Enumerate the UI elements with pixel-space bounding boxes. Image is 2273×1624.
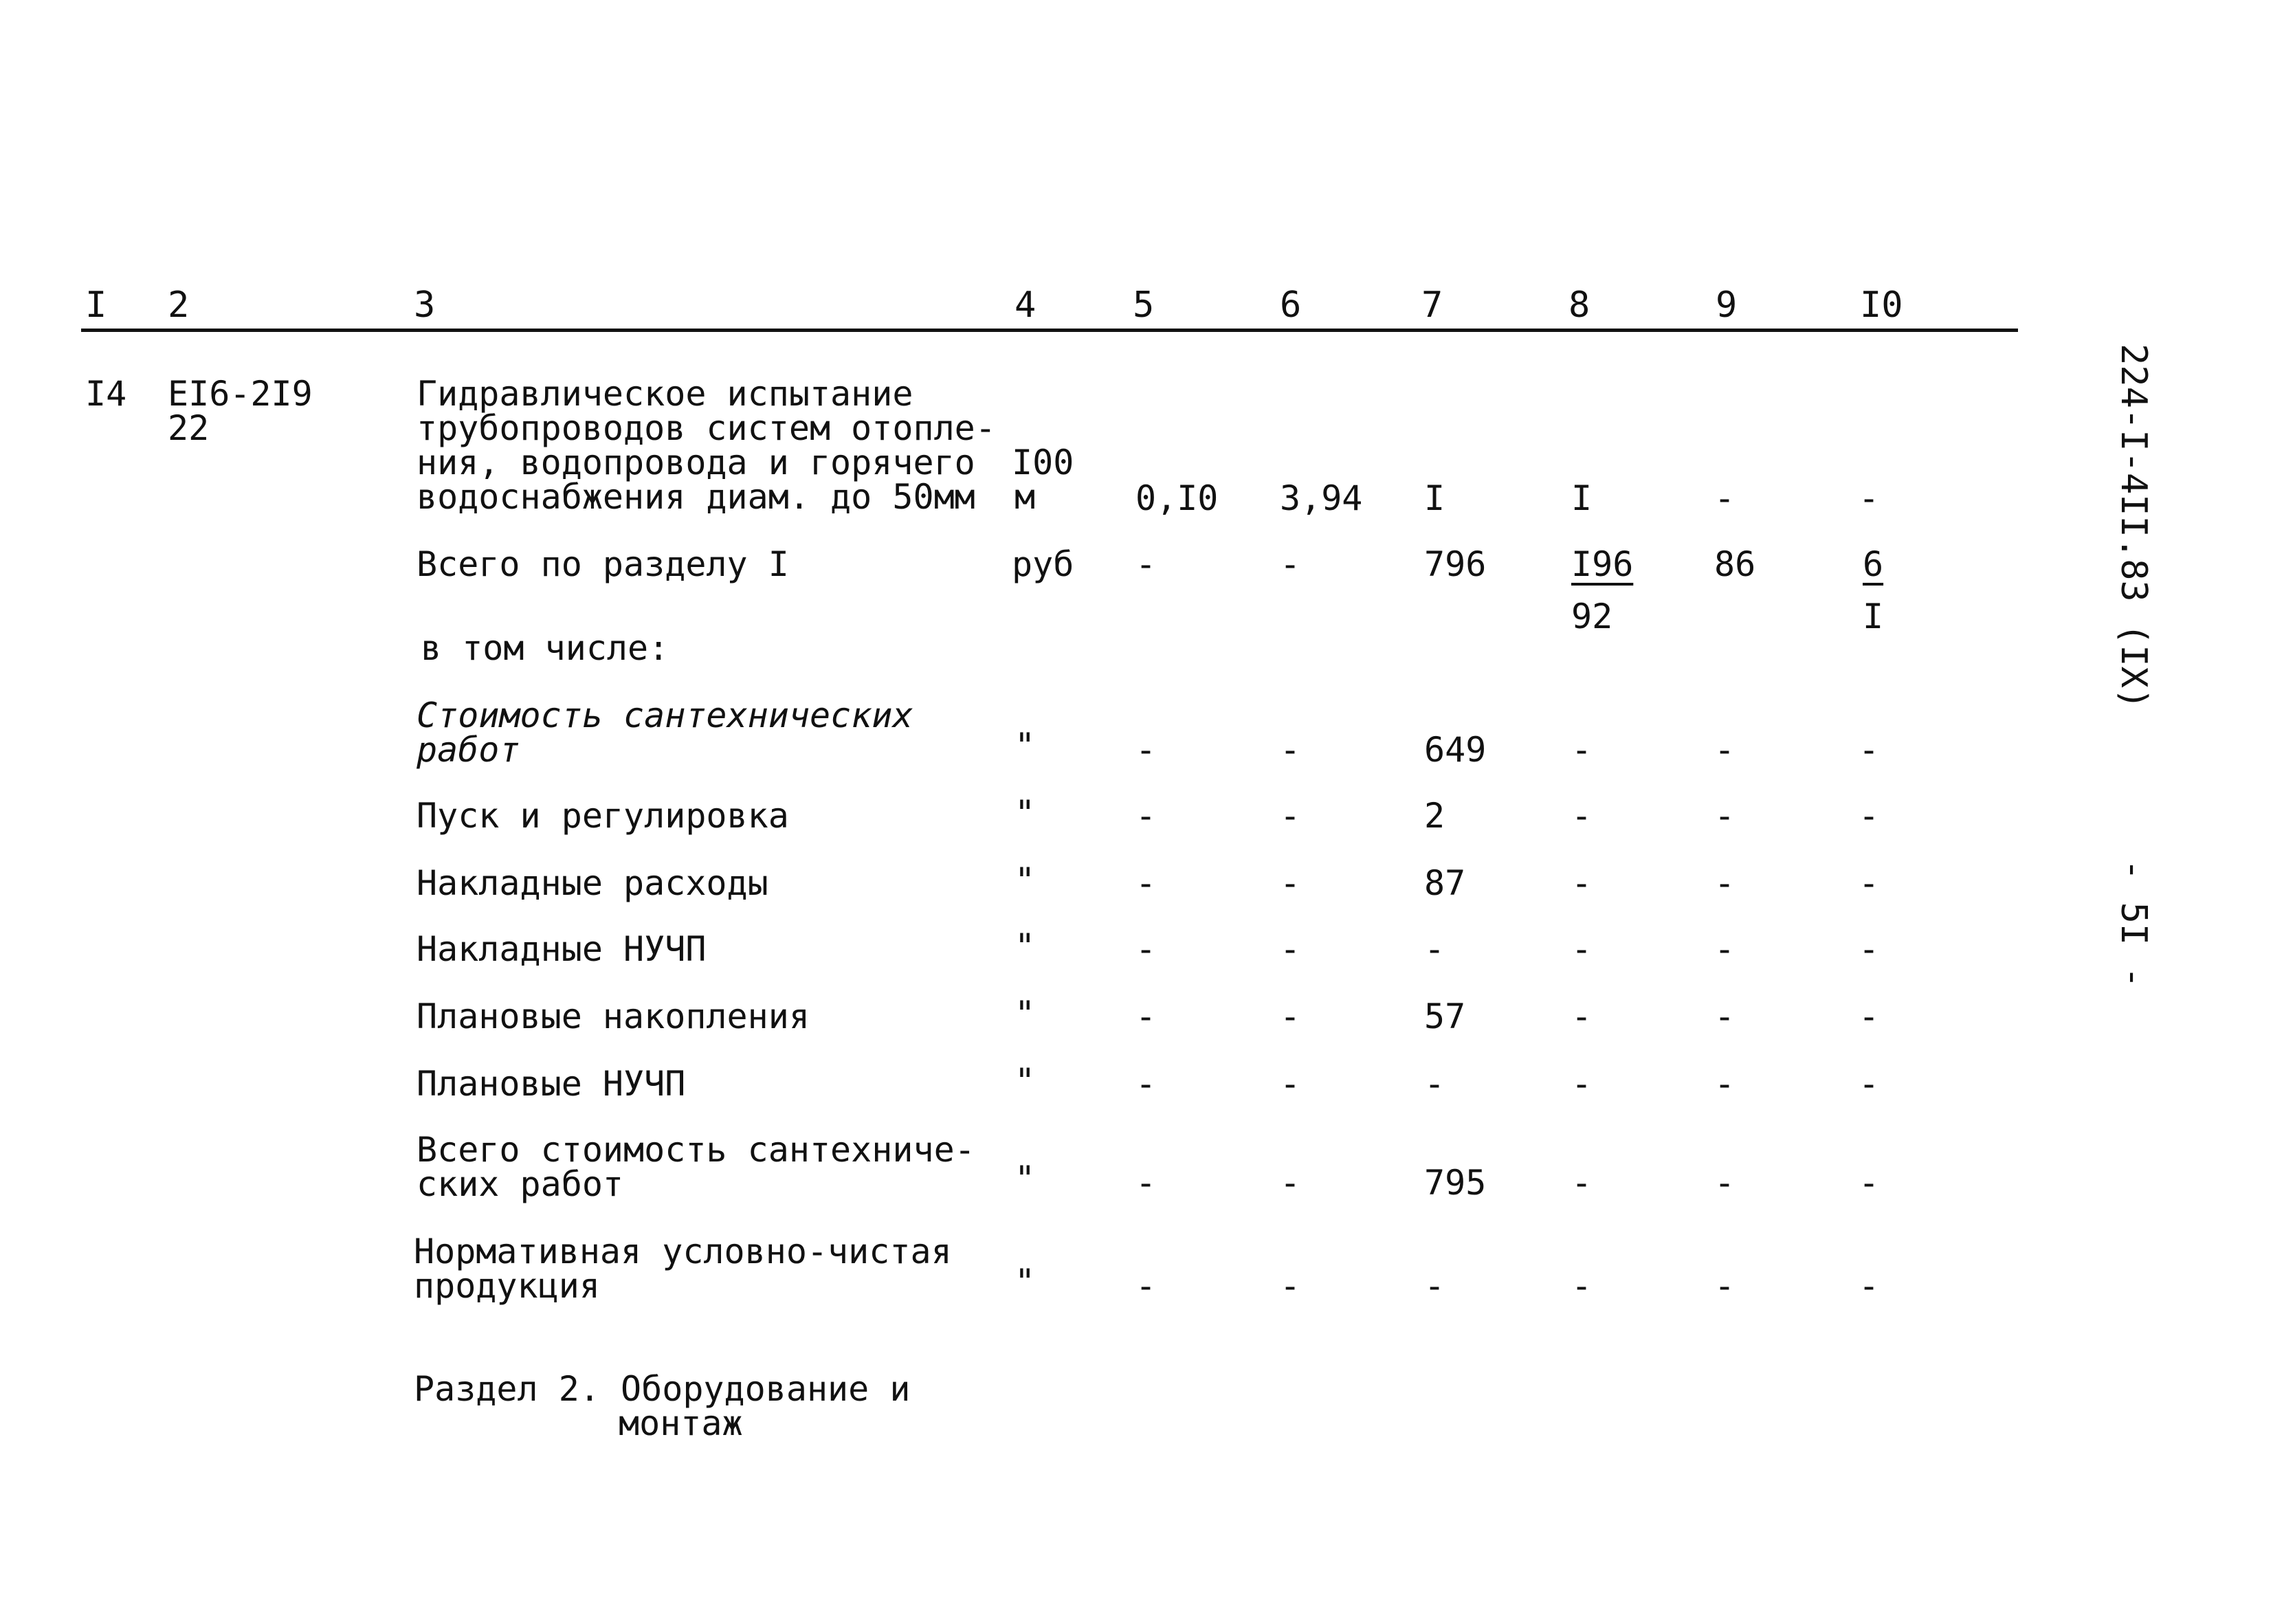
row-col6: - [1280, 1266, 1301, 1306]
row-unit: " [1014, 793, 1036, 833]
row-col10: - [1859, 796, 1880, 836]
row-col9: - [1714, 997, 1736, 1036]
item-col8: I [1571, 478, 1593, 518]
section2-heading: Раздел 2. Оборудование и [414, 1369, 911, 1409]
row-col6: - [1280, 730, 1301, 770]
row-col9: - [1714, 1163, 1736, 1203]
row-label-startup: Пуск и регулировка [417, 796, 789, 836]
total-col8-denominator: 92 [1571, 597, 1613, 636]
col-header-1: I [85, 285, 107, 326]
col-header-5: 5 [1133, 285, 1155, 326]
row-col7: 57 [1424, 997, 1466, 1036]
col-header-10: I0 [1860, 285, 1903, 326]
col-header-6: 6 [1280, 285, 1302, 326]
item-code-suffix: 22 [168, 408, 210, 448]
including-label: в том числе: [421, 628, 669, 668]
row-label-overhead: Накладные расходы [417, 863, 768, 903]
row-label-overhead-nuchp: Накладные НУЧП [417, 929, 707, 969]
total-col5: - [1135, 544, 1157, 584]
row-col8: - [1571, 796, 1593, 836]
row-label-total-plumbing: Всего стоимость сантехниче- ских работ [417, 1130, 975, 1204]
row-col10: - [1859, 1064, 1880, 1104]
total-unit: руб [1012, 544, 1074, 584]
row-label-planned-savings: Плановые накопления [417, 997, 810, 1036]
row-col10: - [1859, 1266, 1880, 1306]
row-col10: - [1859, 1163, 1880, 1203]
row-col8: - [1571, 1064, 1593, 1104]
col-header-8: 8 [1568, 285, 1590, 326]
row-unit: " [1014, 726, 1036, 766]
row-unit: " [1014, 1159, 1036, 1199]
row-col8: - [1571, 997, 1593, 1036]
row-col7: 87 [1424, 863, 1466, 903]
row-col6: - [1280, 929, 1301, 969]
row-col5: - [1135, 929, 1157, 969]
item-col10: - [1859, 478, 1880, 518]
row-col6: - [1280, 796, 1301, 836]
total-col7: 796 [1424, 544, 1487, 584]
item-col6: 3,94 [1280, 478, 1363, 518]
total-col6: - [1280, 544, 1301, 584]
row-col6: - [1280, 863, 1301, 903]
row-col9: - [1714, 863, 1736, 903]
row-col9: - [1714, 796, 1736, 836]
row-col7: 649 [1424, 730, 1487, 770]
side-page-number: - 5I - [2113, 859, 2154, 988]
row-col8: - [1571, 1163, 1593, 1203]
section2-heading-cont: монтаж [619, 1403, 743, 1443]
row-col5: - [1135, 997, 1157, 1036]
row-col8: - [1571, 730, 1593, 770]
row-col8: - [1571, 929, 1593, 969]
col-header-2: 2 [168, 285, 190, 326]
total-col10-denominator: I [1863, 597, 1884, 636]
row-col6: - [1280, 997, 1301, 1036]
row-col7: - [1424, 1266, 1445, 1306]
item-unit: м [1014, 477, 1036, 517]
row-col10: - [1859, 929, 1880, 969]
row-col10: - [1859, 997, 1880, 1036]
item-unit-qty: I00 [1012, 443, 1074, 482]
item-description: Гидравлическое испытание трубопроводов систем отопле- ния, водопровода и горячего водоснабжения диам. до 50мм [417, 374, 996, 517]
row-unit: " [1014, 926, 1036, 966]
row-col8: - [1571, 1266, 1593, 1306]
col-header-4: 4 [1014, 285, 1036, 326]
total-col9: 86 [1714, 544, 1756, 584]
row-unit: " [1014, 860, 1036, 900]
row-unit: " [1014, 1061, 1036, 1101]
row-col7: 795 [1424, 1163, 1487, 1203]
row-label-normative-net-product: Нормативная условно-чистая продукция [414, 1232, 952, 1306]
row-col5: - [1135, 730, 1157, 770]
item-col5: 0,I0 [1135, 478, 1219, 518]
row-col6: - [1280, 1163, 1301, 1203]
row-col10: - [1859, 863, 1880, 903]
row-col5: - [1135, 1163, 1157, 1203]
row-col9: - [1714, 1266, 1736, 1306]
row-col9: - [1714, 730, 1736, 770]
row-col10: - [1859, 730, 1880, 770]
col-header-7: 7 [1421, 285, 1443, 326]
item-code: EI6-2I9 [168, 374, 313, 414]
total-col8-numerator: I96 [1571, 544, 1634, 584]
row-col7: - [1424, 929, 1445, 969]
row-col8: - [1571, 863, 1593, 903]
total-label: Всего по разделу I [417, 544, 789, 584]
total-col10-numerator: 6 [1863, 544, 1884, 584]
row-unit: " [1014, 994, 1036, 1034]
item-number: I4 [85, 374, 127, 414]
row-label-plumbing-cost: Стоимость сантехнических работ [417, 696, 913, 770]
item-col9: - [1714, 478, 1736, 518]
row-col5: - [1135, 1266, 1157, 1306]
row-col7: - [1424, 1064, 1445, 1104]
side-document-code: 224-I-4II.83 (IX) [2113, 344, 2154, 710]
row-col5: - [1135, 863, 1157, 903]
row-col5: - [1135, 796, 1157, 836]
col-header-3: 3 [414, 285, 436, 326]
row-col6: - [1280, 1064, 1301, 1104]
row-col7: 2 [1424, 796, 1445, 836]
row-unit: " [1014, 1262, 1036, 1302]
row-label-planned-nuchp: Плановые НУЧП [417, 1064, 686, 1104]
row-col9: - [1714, 1064, 1736, 1104]
row-col5: - [1135, 1064, 1157, 1104]
item-col7: I [1424, 478, 1445, 518]
col-header-9: 9 [1716, 285, 1738, 326]
row-col9: - [1714, 929, 1736, 969]
header-rule [81, 329, 2018, 332]
